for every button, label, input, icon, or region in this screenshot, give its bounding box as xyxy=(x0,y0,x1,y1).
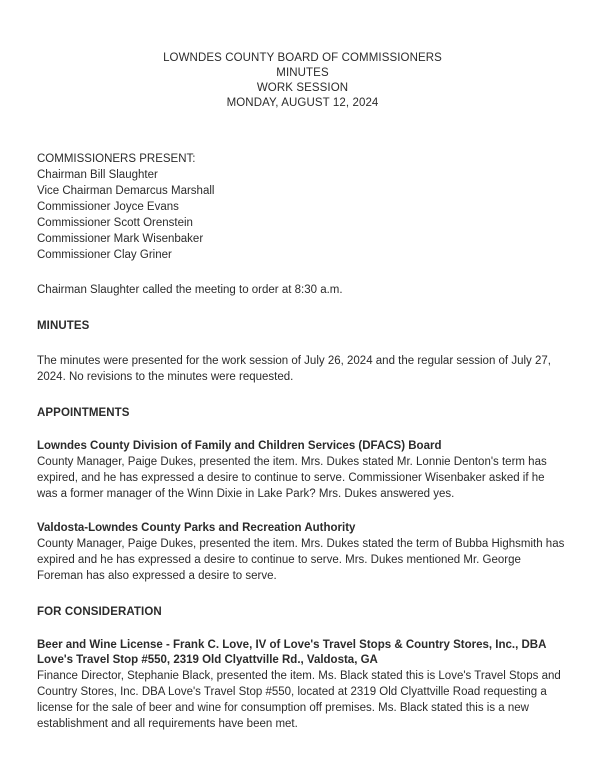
appointment-item xyxy=(37,439,568,502)
section-heading-minutes: MINUTES xyxy=(37,320,90,332)
call-to-order-paragraph: Chairman Slaughter called the meeting to order at 8:30 a.m. xyxy=(37,284,343,296)
consideration-item-title: Beer and Wine License - Frank C. Love, IV of Love's Travel Stops & Country Stores, Inc., DBA Love's Travel Stop #550, 2319 Old Clyattville Rd., Valdosta, GA xyxy=(37,639,546,666)
document-title-block xyxy=(37,0,568,111)
consideration-item-body: Finance Director, Stephanie Black, presented the item. Ms. Black stated this is Love's Travel Stops and Country Stores, Inc. DBA Love's Travel Stop #550, located at 2319 Old Clyattville Road requesting a license for the sale of beer and wine for consumption off premises. Ms. Black stated this is a new establishment and all requirements have been met. xyxy=(37,670,561,730)
consideration-item xyxy=(37,638,568,732)
appointment-item-body: County Manager, Paige Dukes, presented the item. Mrs. Dukes stated Mr. Lonnie Denton's term has expired, and he has expressed a desire to continue to serve. Commissioner Wisenbaker asked if he was a former manager of the Winn Dixie in Lake Park? Mrs. Dukes answered yes. xyxy=(37,456,547,500)
roster-item: Vice Chairman Demarcus Marshall xyxy=(37,185,215,197)
appointment-item-title: Lowndes County Division of Family and Children Services (DFACS) Board xyxy=(37,440,442,452)
roster-item: Commissioner Mark Wisenbaker xyxy=(37,233,204,245)
minutes-body-paragraph: The minutes were presented for the work session of July 26, 2024 and the regular session of July 27, 2024. No revisions to the minutes were requested. xyxy=(37,355,551,383)
title-line-doctype: MINUTES xyxy=(276,67,329,79)
roster-item: Commissioner Scott Orenstein xyxy=(37,217,193,229)
document-content xyxy=(37,0,568,732)
commissioners-present-block xyxy=(37,151,568,263)
title-line-session: WORK SESSION xyxy=(256,82,349,94)
title-line-date: MONDAY, AUGUST 12, 2024 xyxy=(226,97,379,109)
appointment-item-title: Valdosta-Lowndes County Parks and Recreation Authority xyxy=(37,522,356,534)
section-heading-for-consideration: FOR CONSIDERATION xyxy=(37,606,162,618)
roster-item: Chairman Bill Slaughter xyxy=(37,169,158,181)
commissioners-present-heading: COMMISSIONERS PRESENT: xyxy=(37,153,196,165)
appointment-item xyxy=(37,521,568,584)
roster-item: Commissioner Joyce Evans xyxy=(37,201,179,213)
section-heading-appointments: APPOINTMENTS xyxy=(37,407,130,419)
roster-item: Commissioner Clay Griner xyxy=(37,249,172,261)
appointment-item-body: County Manager, Paige Dukes, presented the item. Mrs. Dukes stated the term of Bubba Highsmith has expired and he has expressed a desire to continue to serve. Mrs. Dukes mentioned Mr. George Foreman has also expressed a desire to serve. xyxy=(37,538,565,582)
title-line-organization: LOWNDES COUNTY BOARD OF COMMISSIONERS xyxy=(163,52,442,64)
